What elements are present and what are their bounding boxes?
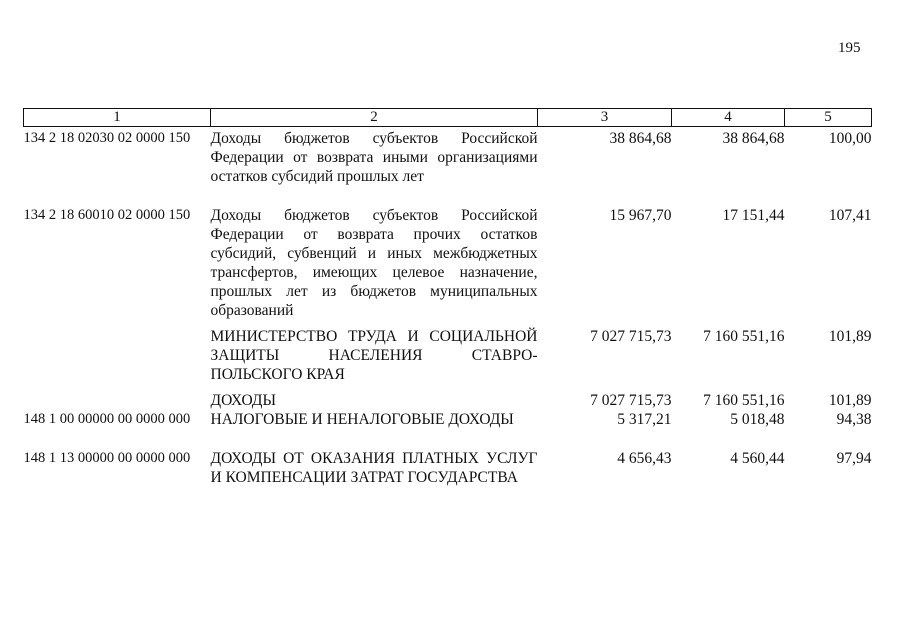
value-col3: 15 967,70 bbox=[609, 207, 672, 224]
table-row bbox=[24, 327, 872, 391]
table-row bbox=[24, 206, 872, 327]
value-col3: 38 864,68 bbox=[609, 130, 672, 147]
table-header-row bbox=[24, 109, 872, 127]
table-row bbox=[24, 391, 872, 410]
value-col4: 17 151,44 bbox=[722, 207, 785, 224]
value-col4: 7 160 551,16 bbox=[703, 328, 785, 345]
income-code: 148 1 00 00000 00 0000 000 bbox=[23, 411, 191, 427]
income-name: НАЛОГОВЫЕ И НЕНАЛОГОВЫЕ ДОХОДЫ bbox=[210, 411, 514, 428]
income-name: Доходы бюджетов субъектов Российской Федерации от возврата прочих остатков субсидий, субвенций и иных межбюджетных трансфертов, имеющих целевое назначение, прошлых лет из бюджетов муниципальных образований bbox=[210, 207, 538, 319]
value-col5: 101,89 bbox=[828, 392, 872, 409]
income-name: ДОХОДЫ bbox=[210, 392, 276, 409]
income-code: 148 1 13 00000 00 0000 000 bbox=[23, 450, 191, 466]
value-col5: 101,89 bbox=[828, 328, 872, 345]
value-col3: 4 656,43 bbox=[617, 450, 672, 467]
value-col4: 5 018,48 bbox=[730, 411, 785, 428]
budget-table bbox=[23, 108, 872, 487]
value-col5: 97,94 bbox=[836, 450, 872, 467]
income-name: Доходы бюджетов субъектов Российской Федерации от возврата иными организациями остатков субсидий прошлых лет bbox=[210, 130, 538, 185]
table-row bbox=[24, 127, 872, 207]
table-row bbox=[24, 410, 872, 449]
value-col5: 107,41 bbox=[828, 207, 872, 224]
value-col4: 38 864,68 bbox=[722, 130, 785, 147]
column-header-2: 2 bbox=[211, 109, 538, 127]
column-header-1: 1 bbox=[24, 109, 211, 127]
value-col3: 5 317,21 bbox=[617, 411, 672, 428]
income-name: МИНИСТЕРСТВО ТРУДА И СОЦИАЛЬНОЙ ЗАЩИТЫ НАСЕЛЕНИЯ СТАВРО-ПОЛЬСКОГО КРАЯ bbox=[210, 328, 538, 383]
income-code bbox=[24, 391, 211, 410]
column-header-4: 4 bbox=[672, 109, 785, 127]
table-row bbox=[24, 449, 872, 487]
value-col3: 7 027 715,73 bbox=[590, 392, 672, 409]
column-header-5: 5 bbox=[785, 109, 872, 127]
value-col4: 4 560,44 bbox=[730, 450, 785, 467]
income-code: 134 2 18 02030 02 0000 150 bbox=[23, 130, 191, 146]
column-header-3: 3 bbox=[538, 109, 672, 127]
value-col5: 94,38 bbox=[836, 411, 872, 428]
value-col3: 7 027 715,73 bbox=[590, 328, 672, 345]
value-col4: 7 160 551,16 bbox=[703, 392, 785, 409]
income-name: ДОХОДЫ ОТ ОКАЗАНИЯ ПЛАТНЫХ УСЛУГ И КОМПЕНСАЦИИ ЗАТРАТ ГОСУДАРСТВА bbox=[210, 450, 538, 486]
page-number: 195 bbox=[838, 40, 861, 56]
value-col5: 100,00 bbox=[828, 130, 872, 147]
income-code: 134 2 18 60010 02 0000 150 bbox=[23, 207, 191, 223]
income-code bbox=[24, 327, 211, 391]
